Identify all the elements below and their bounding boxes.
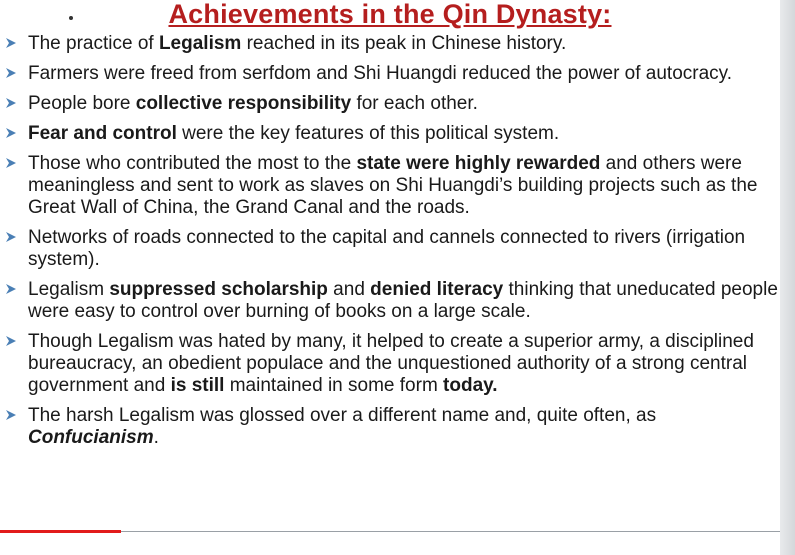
bullet-item <box>4 123 779 145</box>
arrow-bullet-icon <box>4 96 18 110</box>
bullet-emphasis: collective responsibility <box>135 93 352 114</box>
bullet-item <box>4 227 779 271</box>
window-edge <box>780 0 795 555</box>
bullet-emphasis: Legalism <box>158 33 242 54</box>
bullet-emphasis: suppressed scholarship <box>109 279 328 300</box>
bullet-item <box>4 279 779 323</box>
bullet-text: Those who contributed the most to the <box>28 153 357 174</box>
bullet-text: and others were meaningless and sent to work as slaves on Shi Huangdi’s building projects such as the Great Wall of China, the Grand Canal and the roads. <box>28 153 758 218</box>
arrow-bullet-icon <box>4 156 18 170</box>
miniplayer-icon[interactable] <box>540 544 556 555</box>
bullet-item <box>4 153 779 219</box>
player-controls <box>430 544 775 555</box>
subtitles-icon[interactable] <box>440 544 456 555</box>
bullet-text: Legalism <box>28 279 110 300</box>
bullet-text: maintained in some form <box>224 375 444 396</box>
bullet-emphasis: today. <box>443 375 498 396</box>
bullet-item <box>4 331 779 397</box>
bullet-text: The harsh Legalism was glossed over a different name and, quite often, as <box>28 405 657 426</box>
bullet-text: for each other. <box>351 93 478 114</box>
cast-icon[interactable] <box>640 544 656 555</box>
bullet-emphasis: state were highly rewarded <box>356 153 601 174</box>
bullet-text: People bore <box>28 93 136 114</box>
bullet-emphasis: Confucianism <box>28 427 154 448</box>
settings-icon[interactable] <box>490 544 506 555</box>
bullet-text: Though Legalism was hated by many, it helped to create a superior army, a disciplined bureaucracy, an obedient populace and the unquestioned authority of a strong central government and <box>28 331 754 396</box>
arrow-bullet-icon <box>4 66 18 80</box>
bullet-item <box>4 63 779 85</box>
video-progress-played[interactable] <box>0 530 121 533</box>
bullet-text: . <box>153 427 159 448</box>
bullet-text: The practice of <box>28 33 159 54</box>
bullet-emphasis: is still <box>170 375 225 396</box>
slide-title: Achievements in the Qin Dynasty: <box>168 0 612 29</box>
arrow-bullet-icon <box>4 230 18 244</box>
arrow-bullet-icon <box>4 334 18 348</box>
bullet-text: Networks of roads connected to the capital and cannels connected to rivers (irrigation system). <box>28 227 746 270</box>
bullet-emphasis: denied literacy <box>370 279 504 300</box>
video-progress-track[interactable] <box>121 531 780 532</box>
bullet-item <box>4 93 779 115</box>
bullet-list <box>4 33 779 457</box>
bullet-item <box>4 405 779 449</box>
bullet-text: were the key features of this political system. <box>176 123 560 144</box>
theater-icon[interactable] <box>590 544 606 555</box>
bullet-text: Farmers were freed from serfdom and Shi Huangdi reduced the power of autocracy. <box>28 63 733 84</box>
bullet-text: thinking that uneducated people were easy to control over burning of books on a large scale. <box>28 279 778 322</box>
bullet-emphasis: Fear and control <box>28 123 177 144</box>
arrow-bullet-icon <box>4 408 18 422</box>
arrow-bullet-icon <box>4 36 18 50</box>
bullet-text: reached in its peak in Chinese history. <box>241 33 567 54</box>
arrow-bullet-icon <box>4 126 18 140</box>
bullet-text: and <box>327 279 371 300</box>
arrow-bullet-icon <box>4 282 18 296</box>
fullscreen-icon[interactable] <box>700 544 716 555</box>
bullet-item <box>4 33 779 55</box>
